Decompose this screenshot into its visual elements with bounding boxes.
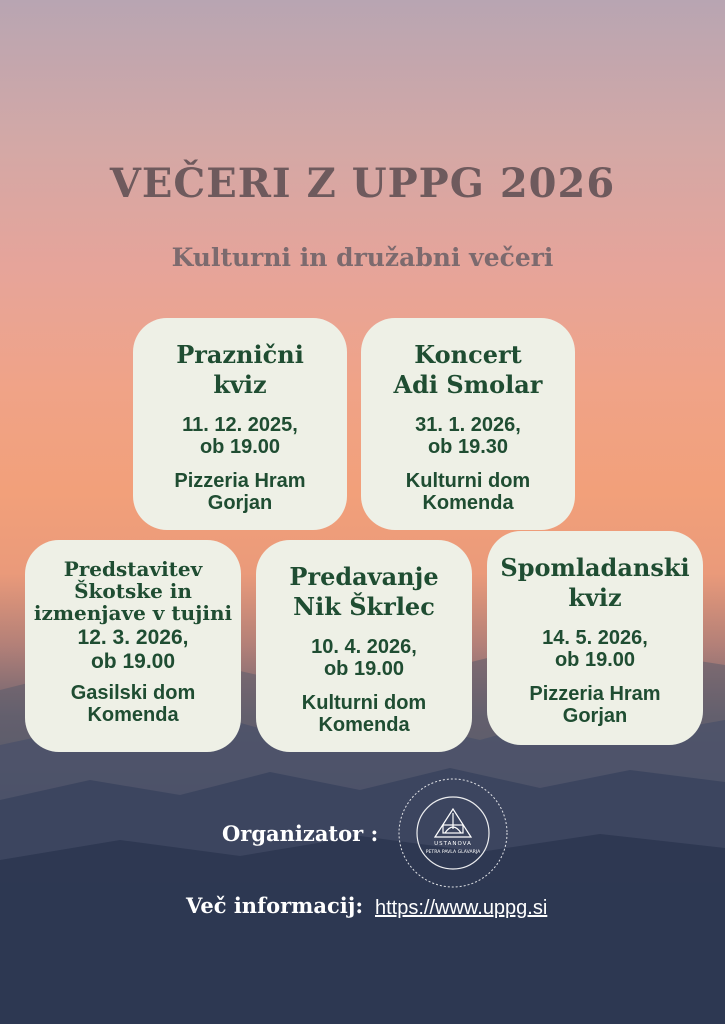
event-venue: Pizzeria Hram Gorjan (529, 683, 661, 727)
event-date: 14. 5. 2026, ob 19.00 (542, 627, 648, 671)
poster-subtitle: Kulturni in družabni večeri (171, 243, 554, 272)
event-name: Predstavitev Škotske in izmenjave v tujini (33, 557, 233, 625)
event-venue: Kulturni dom Komenda (405, 470, 531, 514)
seal-center-text: USTANOVA (434, 841, 472, 847)
event-card-lecture (256, 540, 472, 752)
event-card-holiday-quiz (133, 318, 347, 530)
event-card-scotland-presentation (25, 540, 241, 752)
event-name: Koncert Adi Smolar (393, 340, 543, 399)
seal-bottom-text: PETRA PAVLA GLAVARJA (425, 850, 481, 855)
event-name: Predavanje Nik Škrlec (289, 562, 439, 621)
event-venue: Pizzeria Hram Gorjan (174, 470, 306, 514)
event-date: 11. 12. 2025, ob 19.00 (182, 414, 298, 458)
organizer-label: Organizator : (222, 821, 379, 846)
organizer-seal-logo (395, 775, 511, 891)
event-name: Praznični kviz (176, 340, 304, 399)
event-venue: Kulturni dom Komenda (301, 692, 427, 736)
event-card-spring-quiz (487, 531, 703, 745)
event-name: Spomladanski kviz (500, 553, 690, 612)
event-date: 12. 3. 2026, ob 19.00 (77, 626, 189, 673)
event-venue: Gasilski dom Komenda (70, 682, 196, 726)
event-card-concert (361, 318, 575, 530)
event-date: 10. 4. 2026, ob 19.00 (311, 636, 417, 680)
more-info-label: Več informacij: (186, 893, 364, 918)
poster-title: VEČERI Z UPPG 2026 (109, 160, 616, 207)
website-link[interactable]: https://www.uppg.si (375, 897, 548, 919)
event-date: 31. 1. 2026, ob 19.30 (415, 414, 521, 458)
